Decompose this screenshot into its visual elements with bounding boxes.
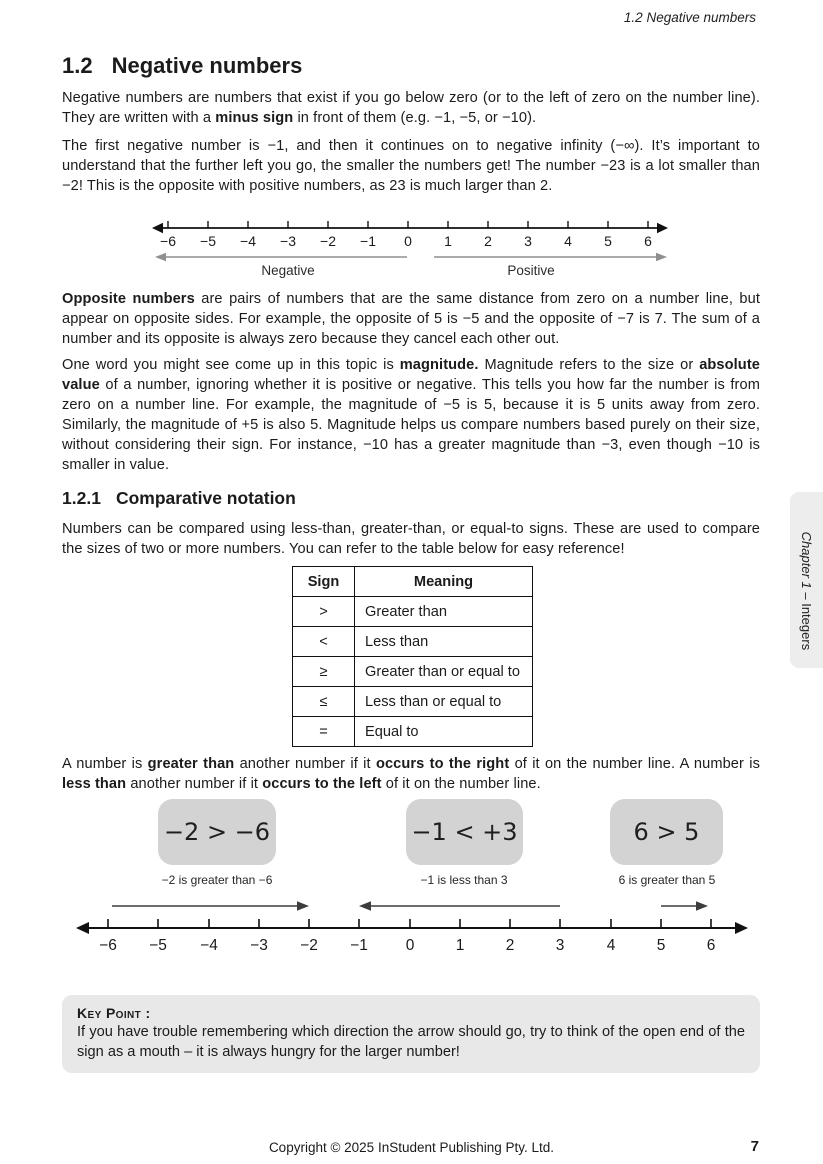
page-number: 7 xyxy=(750,1138,759,1155)
right-arrowhead-icon xyxy=(735,922,748,934)
tick-label: −6 xyxy=(99,937,117,954)
greater-than-arrow-2 xyxy=(661,901,708,911)
tick-label: −6 xyxy=(160,233,176,249)
chapter-tab xyxy=(790,492,823,668)
text-segment-bold: greater than xyxy=(147,756,235,772)
comparison-caption: 6 is greater than 5 xyxy=(618,873,716,887)
meaning-cell: Equal to xyxy=(355,717,533,747)
text-segment: A number is xyxy=(62,756,148,772)
right-arrowhead-icon xyxy=(657,223,668,233)
tick-label: 0 xyxy=(405,937,415,954)
number-line-bottom-figure xyxy=(72,870,752,962)
left-arrowhead-icon xyxy=(76,922,89,934)
table-header-meaning: Meaning xyxy=(355,567,533,597)
text-segment: One word you might see come up in this topic is xyxy=(62,357,400,373)
tick-label: −4 xyxy=(240,233,256,249)
comparison-expression: −2 > −6 xyxy=(163,818,271,846)
chapter-tab-label xyxy=(784,510,823,650)
tick-label: 0 xyxy=(404,233,412,249)
text-segment: in front of them (e.g. −1, −5, or −10). xyxy=(293,110,537,126)
text-segment: of it on the number line. A number is xyxy=(509,756,760,772)
negative-label: Negative xyxy=(261,263,315,278)
table-row xyxy=(293,597,533,627)
sign-cell: < xyxy=(293,627,355,657)
sign-cell: = xyxy=(293,717,355,747)
comparison-caption: −2 is greater than −6 xyxy=(161,873,273,887)
text-segment-bold: Opposite numbers xyxy=(62,291,195,307)
key-point-box xyxy=(62,995,760,1073)
tick-label: 3 xyxy=(524,233,532,249)
running-header: 1.2 Negative numbers xyxy=(623,10,756,25)
table-header-sign: Sign xyxy=(293,567,355,597)
text-segment: of a number, ignoring whether it is positive or negative. This tells you how far the number is from zero on a number line. For example, the magnitude of −5 is 5, because it is 5 units away from zero. Similarly, the magnitude of +5 is also 5. Magnitude helps us compare numbers based purely on their size, without considering their sign. For instance, −10 has a greater magnitude than −3, even though −10 is smaller in value. xyxy=(62,377,760,473)
comparison-caption: −1 is less than 3 xyxy=(420,873,508,887)
table-header-row xyxy=(293,567,533,597)
tick-label: −5 xyxy=(200,233,216,249)
tick-label: 6 xyxy=(706,937,716,954)
meaning-cell: Greater than xyxy=(355,597,533,627)
comparison-expression: −1 < +3 xyxy=(411,818,518,846)
table-row xyxy=(293,687,533,717)
table-row xyxy=(293,657,533,687)
tick-label: 3 xyxy=(555,937,565,954)
tick-label: −3 xyxy=(280,233,296,249)
section-heading xyxy=(62,53,302,79)
key-point-label: Key Point : xyxy=(77,1005,151,1021)
section-number: 1.2 xyxy=(62,53,93,78)
tick-marks xyxy=(168,221,648,228)
tick-label: −2 xyxy=(300,937,318,954)
paragraph-greater-less xyxy=(62,754,760,794)
text-segment: Negative numbers are numbers that exist if you go below zero (or to the left of zero on the number line). They are written with a xyxy=(62,90,760,126)
text-segment: another number if it xyxy=(234,756,376,772)
footer-copyright: Copyright © 2025 InStudent Publishing Pty. Ltd. xyxy=(268,1140,555,1155)
table-row xyxy=(293,627,533,657)
text-segment: Magnitude refers to the size or xyxy=(478,357,700,373)
meaning-cell: Less than or equal to xyxy=(355,687,533,717)
tick-label: −1 xyxy=(350,937,368,954)
tick-label: 1 xyxy=(455,937,465,954)
text-segment: are pairs of numbers that are the same distance from zero on a number line, but appear on opposite sides. For example, the opposite of 5 is −5 and the opposite of −7 is 7. The sum of a number and its opposite is always zero because they cancel each other out. xyxy=(62,291,761,347)
tick-label: 5 xyxy=(604,233,612,249)
less-than-arrow xyxy=(359,901,560,911)
text-segment: another number if it xyxy=(126,776,263,792)
sign-cell: > xyxy=(293,597,355,627)
tick-label: 2 xyxy=(505,937,515,954)
paragraph-negative-intro xyxy=(62,88,760,128)
tick-label: 2 xyxy=(484,233,492,249)
meaning-cell: Less than xyxy=(355,627,533,657)
left-arrowhead-icon xyxy=(152,223,163,233)
meaning-cell: Greater than or equal to xyxy=(355,657,533,687)
comparison-table xyxy=(292,566,533,747)
text-segment-bold: absolute value xyxy=(62,357,760,393)
section-title: Negative numbers xyxy=(111,53,303,78)
tick-label: −4 xyxy=(200,937,218,954)
tick-label: 6 xyxy=(644,233,652,249)
tick-label: 1 xyxy=(444,233,452,249)
chapter-topic: Integers xyxy=(799,603,814,651)
comparison-box-2 xyxy=(406,799,523,865)
table-row xyxy=(293,717,533,747)
positive-direction-arrow xyxy=(434,253,667,261)
tick-label: 5 xyxy=(656,937,666,954)
text-segment-bold: occurs to the right xyxy=(375,756,510,772)
text-segment: of it on the number line. xyxy=(381,776,541,792)
sign-cell: ≥ xyxy=(293,657,355,687)
text-segment-bold: less than xyxy=(62,776,127,792)
tick-label: −5 xyxy=(149,937,167,954)
sign-cell: ≤ xyxy=(293,687,355,717)
chapter-name: Chapter 1 – xyxy=(799,531,814,604)
text-segment-bold: magnitude. xyxy=(399,357,479,373)
tick-label: −3 xyxy=(250,937,268,954)
greater-than-arrow-1 xyxy=(112,901,309,911)
key-point-text: If you have trouble remembering which direction the arrow should go, try to think of the open end of the sign as a mouth – it is always hungry for the larger number! xyxy=(77,1024,745,1060)
paragraph-magnitude xyxy=(62,355,760,475)
subsection-number: 1.2.1 xyxy=(62,488,101,508)
text-segment-bold: occurs to the left xyxy=(262,776,382,792)
tick-label: 4 xyxy=(564,233,572,249)
subsection-title: Comparative notation xyxy=(115,488,296,508)
comparison-box-1 xyxy=(158,799,276,865)
tick-label: −2 xyxy=(320,233,336,249)
text-segment-bold: minus sign xyxy=(215,110,294,126)
tick-label: 4 xyxy=(606,937,616,954)
tick-marks xyxy=(108,919,711,928)
negative-direction-arrow xyxy=(155,253,407,261)
paragraph-negative-infinity: The first negative number is −1, and then it continues on to negative infinity (−∞). It’s important to understand that the further left you go, the smaller the numbers get! The number −23 is a lot smaller than −2! This is the opposite with positive numbers, as 23 is much larger than 2. xyxy=(62,138,760,194)
positive-label: Positive xyxy=(507,263,555,278)
number-line-top-figure xyxy=(150,216,670,280)
paragraph-opposite-numbers xyxy=(62,289,760,349)
comparison-expression: 6 > 5 xyxy=(633,818,700,846)
paragraph-comparison-intro: Numbers can be compared using less-than, greater-than, or equal-to signs. These are used to compare the sizes of two or more numbers. You can refer to the table below for easy reference! xyxy=(62,521,760,557)
tick-label: −1 xyxy=(360,233,376,249)
subsection-heading xyxy=(62,487,296,509)
comparison-box-3 xyxy=(610,799,723,865)
